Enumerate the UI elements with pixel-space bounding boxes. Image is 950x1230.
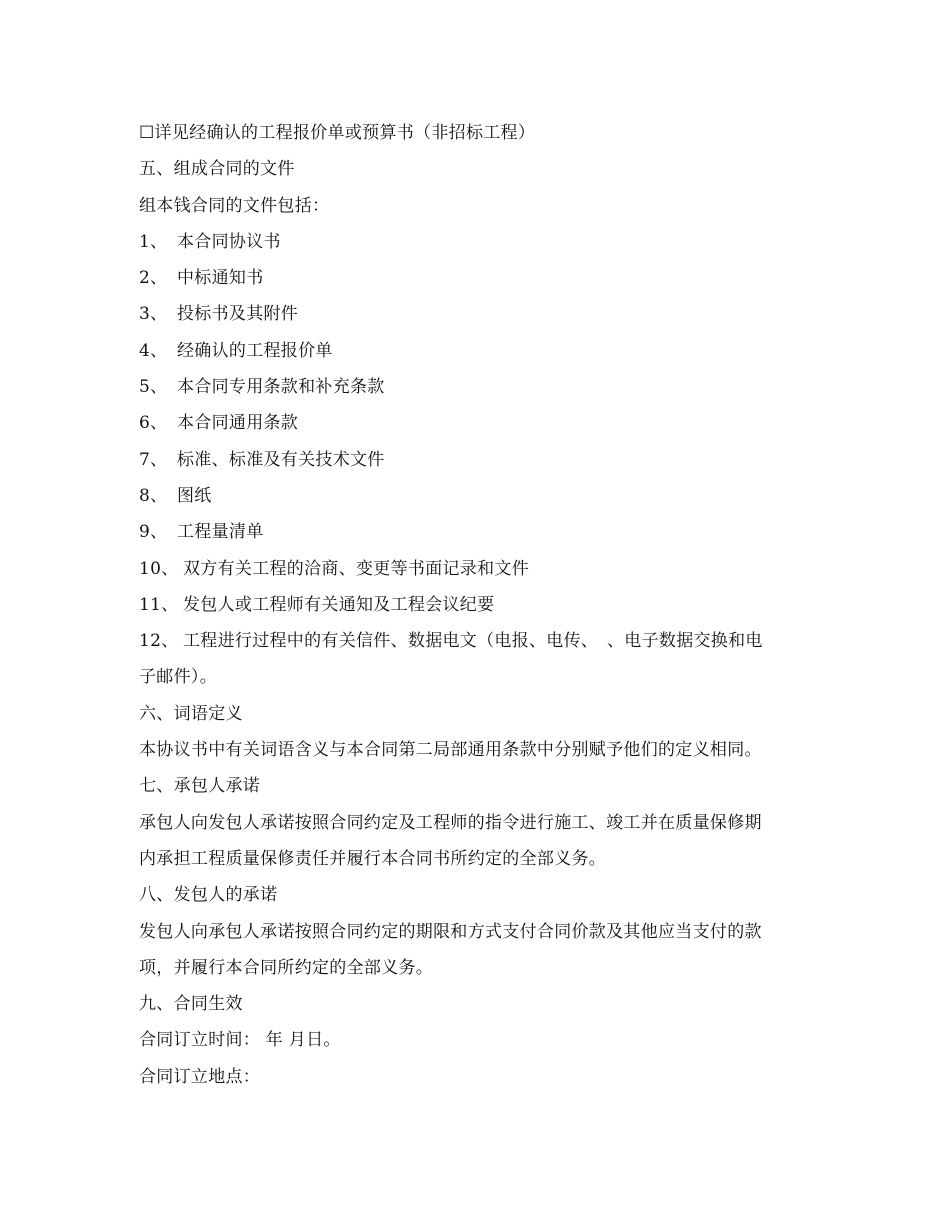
list-item-text: 本合同通用条款 bbox=[177, 413, 299, 434]
section-heading-6: 六、词语定义 bbox=[139, 703, 243, 724]
list-item-text: 中标通知书 bbox=[177, 268, 264, 289]
list-item-number: 11、 bbox=[139, 594, 179, 615]
section-heading-9: 九、合同生效 bbox=[139, 994, 243, 1015]
list-item-number: 1、 bbox=[139, 231, 168, 252]
list-item bbox=[139, 224, 819, 260]
list-item-text: 工程进行过程中的有关信件、数据电文（电报、电传、 、电子数据交换和电 bbox=[183, 631, 763, 652]
list-item-number: 2、 bbox=[139, 268, 168, 289]
list-item-text: 投标书及其附件 bbox=[177, 304, 299, 325]
list-item-text: 经确认的工程报价单 bbox=[177, 340, 333, 361]
list-item bbox=[139, 551, 819, 587]
section-body-6: 本协议书中有关词语含义与本合同第二局部通用条款中分别赋予他们的定义相同。 bbox=[139, 740, 762, 761]
list-item bbox=[139, 442, 819, 478]
list-item-number: 6、 bbox=[139, 413, 168, 434]
list-item-number: 8、 bbox=[139, 485, 168, 506]
list-item-text: 发包人或工程师有关通知及工程会议纪要 bbox=[183, 594, 495, 615]
list-item bbox=[139, 587, 819, 623]
contract-place-line: 合同订立地点： bbox=[139, 1066, 261, 1087]
list-item-text: 工程量清单 bbox=[177, 522, 264, 543]
list-item-number: 12、 bbox=[139, 631, 179, 652]
section-heading-8: 八、发包人的承诺 bbox=[139, 885, 278, 906]
list-item-text: 本合同协议书 bbox=[177, 231, 281, 252]
list-item-number: 9、 bbox=[139, 522, 168, 543]
list-item-number: 5、 bbox=[139, 377, 168, 398]
list-item-number: 4、 bbox=[139, 340, 168, 361]
list-item bbox=[139, 296, 819, 332]
section-body-7-line1: 承包人向发包人承诺按照合同约定及工程师的指令进行施工、竣工并在质量保修期 bbox=[139, 812, 762, 833]
option-line: ☐详见经确认的工程报价单或预算书（非招标工程） bbox=[139, 123, 536, 143]
list-item-number: 3、 bbox=[139, 304, 168, 325]
list-item-number: 7、 bbox=[139, 449, 168, 470]
section-body-7-line2: 内承担工程质量保修责任并履行本合同书所约定的全部义务。 bbox=[139, 848, 607, 869]
list-item bbox=[139, 623, 819, 659]
list-item bbox=[139, 405, 819, 441]
contract-date-line: 合同订立时间： 年 月日。 bbox=[139, 1030, 341, 1051]
list-item bbox=[139, 369, 819, 405]
section-heading-5: 五、组成合同的文件 bbox=[139, 159, 295, 180]
list-item-text: 本合同专用条款和补充条款 bbox=[177, 377, 385, 398]
list-item-text: 双方有关工程的洽商、变更等书面记录和文件 bbox=[183, 558, 529, 579]
list-item bbox=[139, 478, 819, 514]
list-item-text: 标准、标准及有关技术文件 bbox=[177, 449, 385, 470]
section-intro: 组本钱合同的文件包括： bbox=[139, 195, 330, 216]
document-body bbox=[139, 115, 819, 1095]
section-body-8-line2: 项，并履行本合同所约定的全部义务。 bbox=[139, 957, 434, 978]
list-item bbox=[139, 333, 819, 369]
list-item-text: 图纸 bbox=[177, 485, 212, 506]
list-item bbox=[139, 514, 819, 550]
list-item-number: 10、 bbox=[139, 558, 179, 579]
section-body-8-line1: 发包人向承包人承诺按照合同约定的期限和方式支付合同价款及其他应当支付的款 bbox=[139, 921, 762, 942]
list-item bbox=[139, 260, 819, 296]
list-item-continuation: 子邮件）。 bbox=[139, 667, 217, 688]
section-heading-7: 七、承包人承诺 bbox=[139, 776, 261, 797]
